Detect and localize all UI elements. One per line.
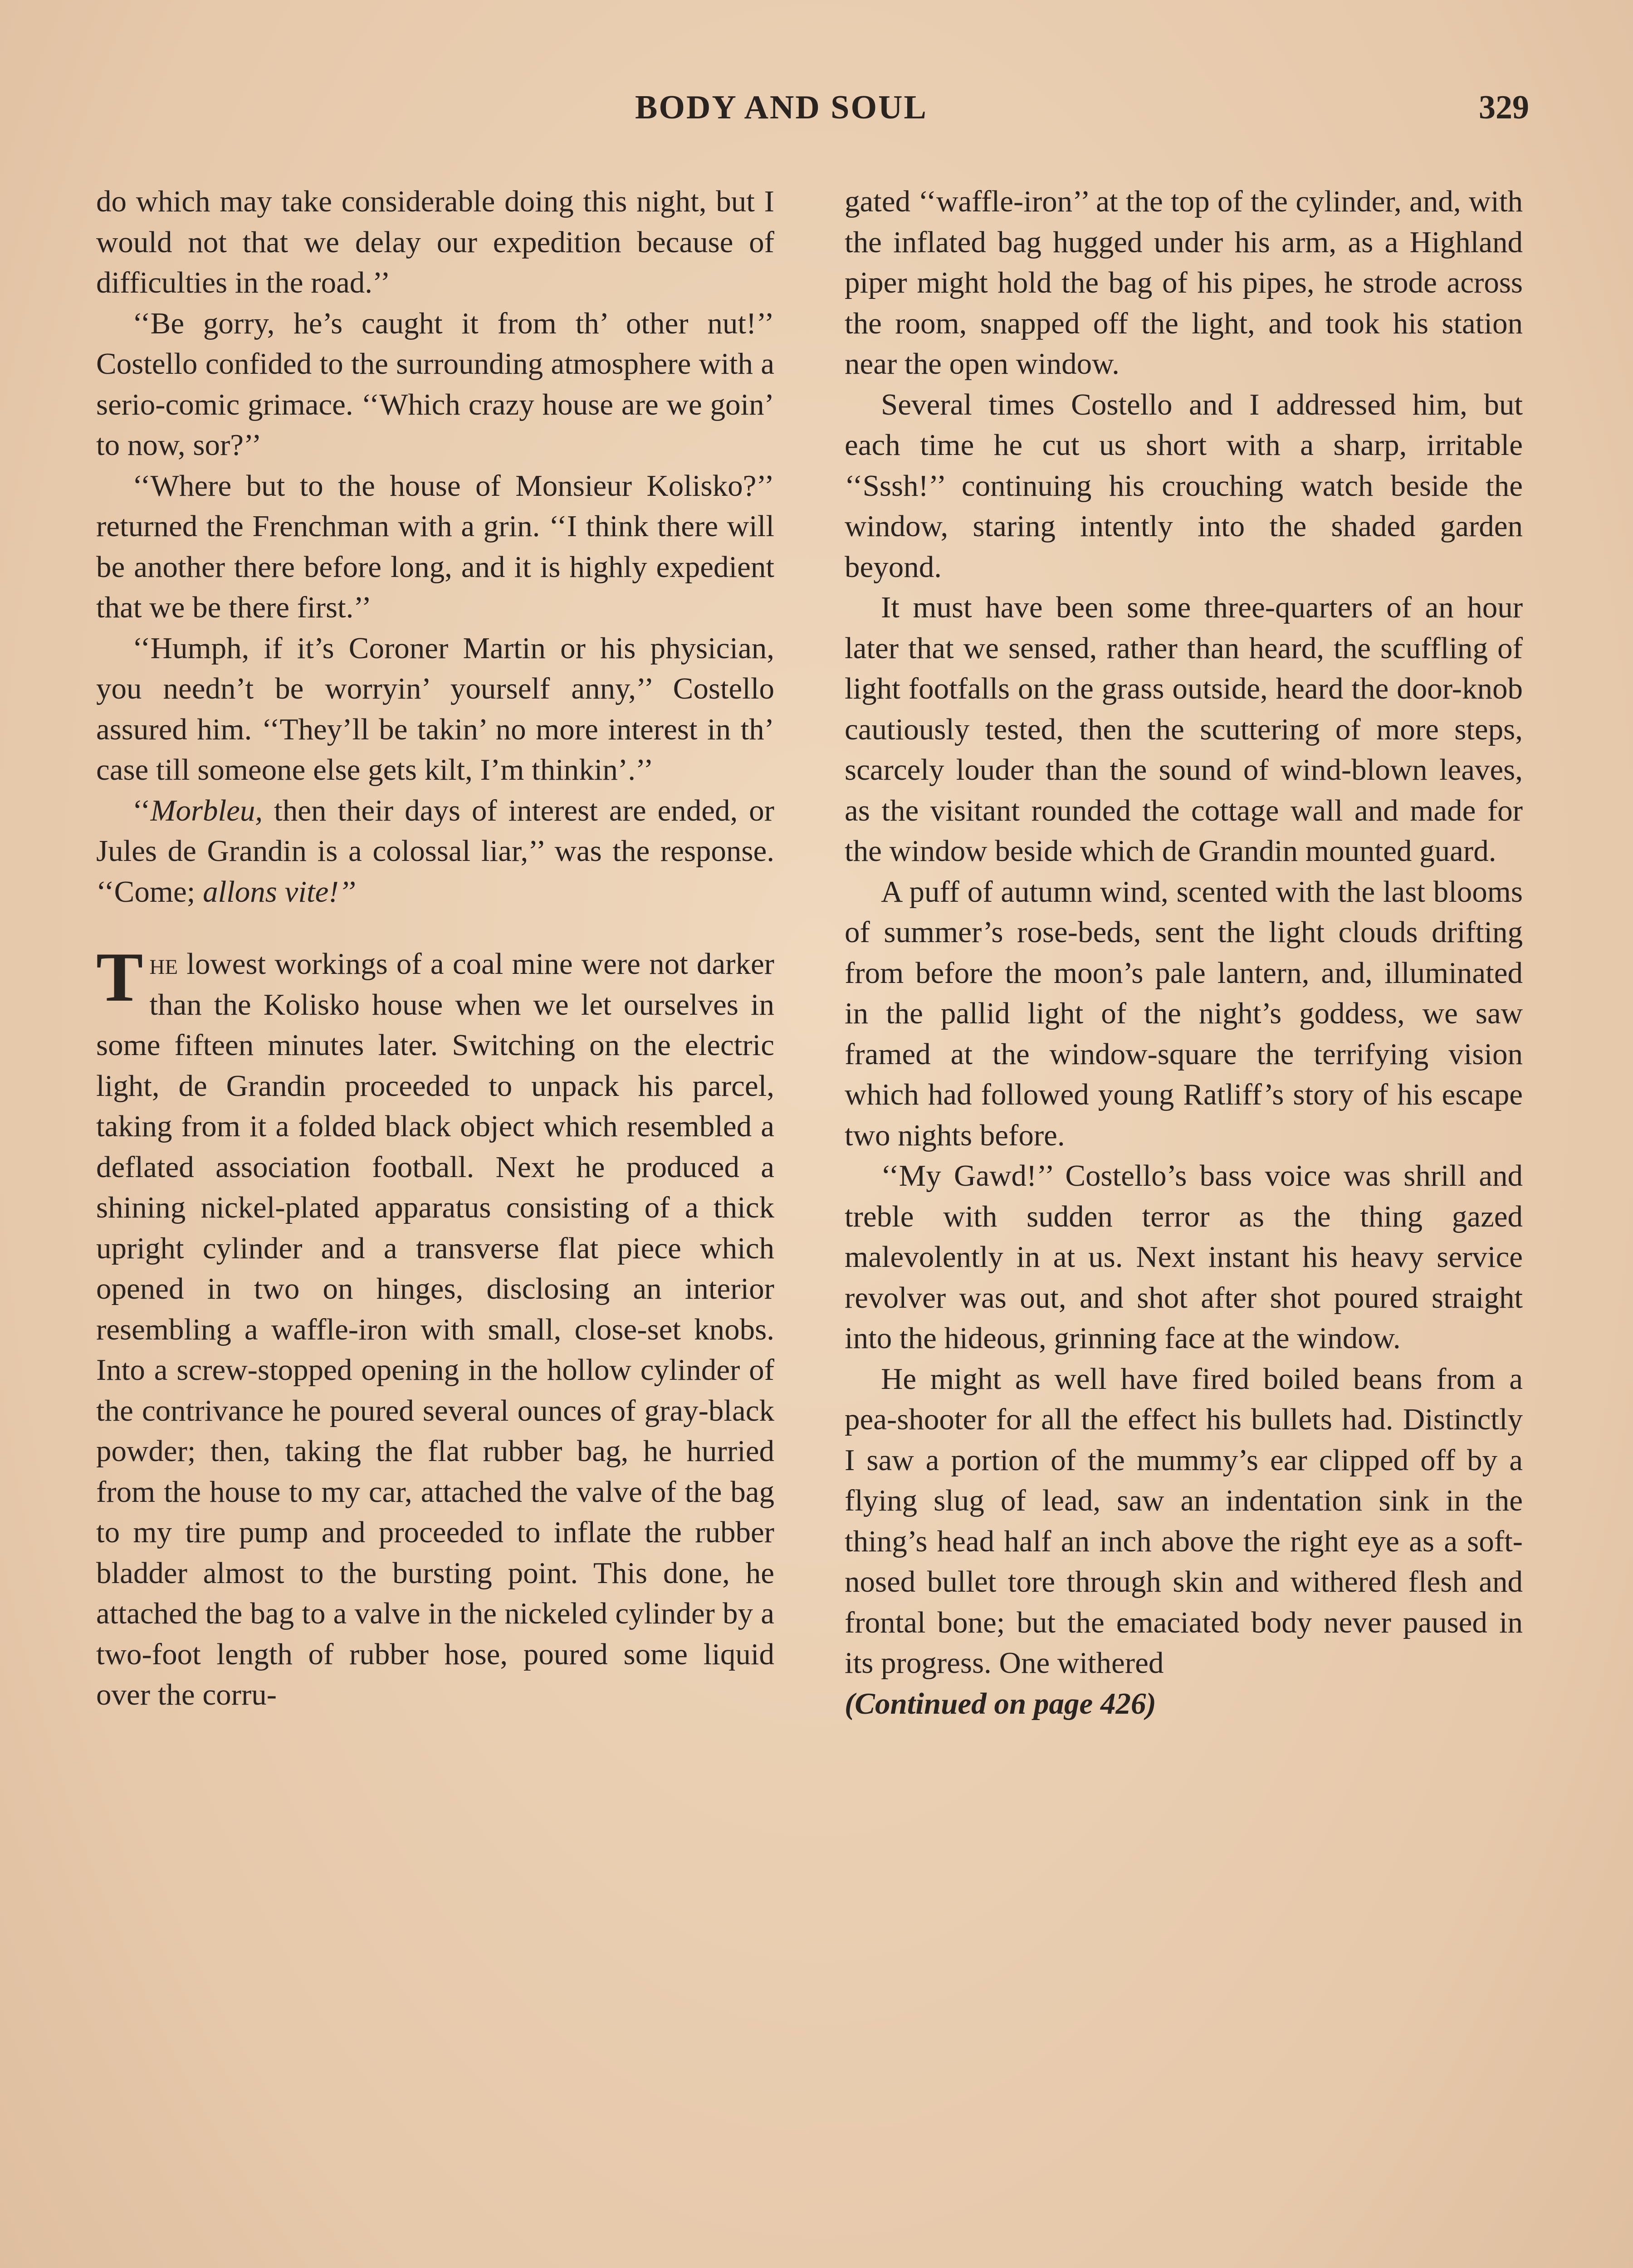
italic-text: Morbleu,	[150, 793, 263, 827]
running-title: BODY AND SOUL	[635, 89, 928, 126]
paragraph: ‘‘Humph, if it’s Coroner Martin or his physician, you needn’t be worryin’ yourself anny,’’ Costello assured him. ‘‘They’ll be takin’ no more interest in th’ case till someone else gets kilt, I’m thinkin’.’’	[96, 631, 774, 787]
italic-text: allons vite!’’	[203, 875, 356, 909]
paragraph: ‘‘My Gawd!’’ Costello’s bass voice was shrill and treble with sudden terror as the thing gazed malevolently in at us. Next instant his heavy service revolver was out, and shot after shot poured straight into the hideous, grinning face at the window.	[845, 1159, 1523, 1355]
page-number: 329	[1479, 89, 1529, 126]
paragraph: ‘‘Where but to the house of Monsieur Kolisko?’’ returned the Frenchman with a grin. ‘‘I think there will be another there before long, and it is highly expedient that we be there first.’’	[96, 469, 774, 624]
paragraph: gated ‘‘waffle-iron’’ at the top of the cylinder, and, with the inflated bag hugged under his arm, as a Highland piper might hold the bag of his pipes, he strode across the room, snapped off the light, and took his station near the open window.	[845, 185, 1523, 381]
drop-cap: T	[96, 938, 143, 1016]
text-run: lowest workings of a coal mine were not darker than the Kolisko house when we let ourselves in some fifteen minutes later. Switching on the electric light, de Grandin proceeded to unpack his parcel, taking from it a folded black object which resembled a deflated association football. Next he produced a shining nickel-plated apparatus consisting of a thick upright cylinder and a transverse flat piece which opened in two on hinges, disclosing an interior resembling a waffle-iron with small, close-set knobs. Into a screw-stopped opening in the hollow cylinder of the contrivance he poured several ounces of gray-black powder; then, taking the flat rubber bag, he hurried from the house to my car, attached the valve of the bag to my tire pump and proceeded to inflate the rubber bladder almost to the bursting point. This done, he attached the bag to a valve in the nickeled cylinder by a two-foot length of rubber hose, poured some liquid over the corru-	[96, 947, 774, 1711]
paragraph: do which may take considerable doing this night, but I would not that we delay our expedition because of difficulties in the road.’’	[96, 185, 774, 299]
paragraph: ‘‘Be gorry, he’s caught it from th’ other nut!’’ Costello confided to the surrounding atmosphere with a serio-comic grimace. ‘‘Which crazy house are we goin’ to now, sor?’’	[96, 306, 774, 462]
paragraph: He might as well have fired boiled beans from a pea-shooter for all the effect his bullets had. Distinctly I saw a portion of the mummy’s ear clipped off by a flying slug of lead, saw an indentation sink in the thing’s head half an inch above the right eye as a soft-nosed bullet tore through skin and withered flesh and frontal bone; but the emaciated body never paused in its progress. One withered	[845, 1362, 1523, 1680]
paragraph	[96, 791, 774, 913]
left-column	[96, 181, 774, 2268]
right-column	[845, 181, 1523, 2268]
continued-notice: (Continued on page 426)	[845, 1686, 1156, 1721]
small-caps-text: he	[149, 947, 178, 981]
paragraph: Several times Costello and I addressed him, but each time he cut us short with a sharp, irritable ‘‘Sssh!’’ continuing his crouching watch beside the window, staring intently into the shaded garden beyond.	[845, 387, 1523, 584]
text-run: then their days of interest are ended, or Jules de Grandin is a colossal liar,’’ was the response. ‘‘Come;	[96, 793, 774, 909]
section-opening-paragraph	[96, 938, 774, 1716]
paragraph: A puff of autumn wind, scented with the last blooms of summer’s rose-beds, sent the light clouds drifting from before the moon’s pale lantern, and, illuminated in the pallid light of the night’s goddess, we saw framed at the window-square the terrifying vision which had followed young Ratliff’s story of his escape two nights before.	[845, 875, 1523, 1152]
paragraph: It must have been some three-quarters of an hour later that we sensed, rather than heard, the scuffling of light footfalls on the grass outside, heard the door-knob cautiously tested, then the scuttering of more steps, scarcely louder than the sound of wind-blown leaves, as the visitant rounded the cottage wall and made for the window beside which de Grandin mounted guard.	[845, 591, 1523, 868]
text-run: ‘‘	[132, 793, 151, 827]
